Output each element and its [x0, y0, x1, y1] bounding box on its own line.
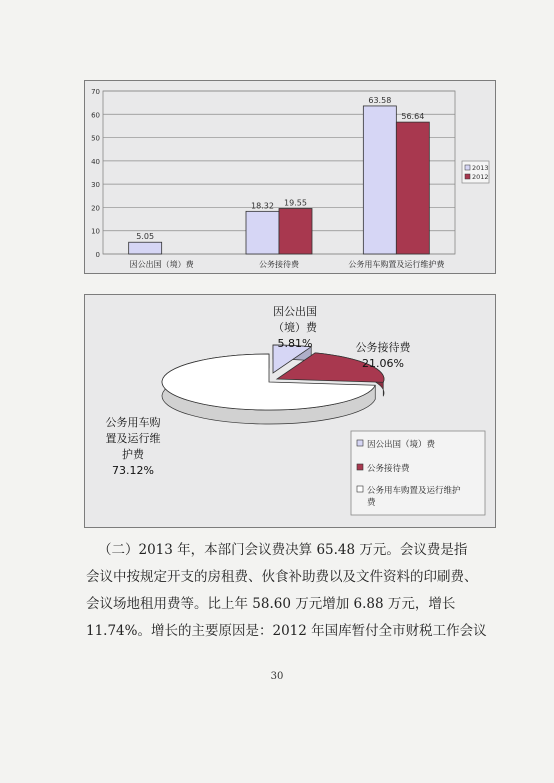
y-tick-label: 30: [91, 181, 100, 190]
bar-value-label: 19.55: [284, 198, 307, 208]
paragraph-line-4: 11.74%。增长的主要原因是：2012 年国库暂付全市财税工作会议: [86, 623, 487, 639]
paragraph-line-2: 会议中按规定开支的房租费、伙食补助费以及文件资料的印刷费、: [86, 569, 478, 585]
pie-callout-text: 因公出国: [273, 305, 317, 318]
bar: [279, 208, 312, 254]
x-category-label: 因公出国（境）费: [129, 260, 194, 269]
bar: [396, 122, 429, 254]
y-tick-label: 70: [91, 88, 100, 96]
pie-callout-text: 公务用车购: [105, 416, 161, 429]
pie-callout-text: （境）费: [273, 321, 317, 334]
legend-label: 2013: [472, 164, 489, 172]
pie-callout-text: 置及运行维: [105, 432, 161, 445]
pie-callout-text: 73.12%: [112, 464, 154, 477]
paragraph-line-1: （二）2013 年，本部门会议费决算 65.48 万元。会议费是指: [98, 542, 468, 558]
bar-chart-svg: [85, 81, 495, 273]
bar-chart: [84, 80, 496, 274]
page-number: 30: [270, 671, 284, 682]
bar-value-label: 5.05: [136, 232, 155, 242]
legend-swatch: [465, 174, 470, 179]
legend-label: 2012: [472, 173, 489, 181]
pie-callout-text: 公务接待费: [355, 341, 411, 354]
pie-legend-swatch: [357, 486, 363, 492]
x-category-label: 公务接待费: [259, 260, 299, 269]
pie-callout-text: 21.06%: [362, 357, 404, 370]
pie-legend-label: 费: [367, 498, 376, 508]
bar-value-label: 56.64: [401, 112, 425, 122]
pie-chart-svg: [85, 295, 495, 527]
pie-legend-label: 因公出国（境）费: [367, 440, 436, 450]
pie-chart: [84, 294, 496, 528]
paragraph-line-3: 会议场地租用费等。比上年 58.60 万元增加 6.88 万元，增长: [86, 596, 456, 612]
pie-legend-label: 公务接待费: [367, 464, 410, 474]
bar: [129, 242, 162, 254]
bar-value-label: 63.58: [368, 95, 392, 105]
bar: [363, 106, 396, 254]
pie-legend-label: 公务用车购置及运行维护: [367, 486, 461, 496]
pie-callout-text: 护费: [122, 448, 144, 461]
y-tick-label: 60: [91, 111, 100, 120]
pie-callout-text: 5.81%: [277, 337, 313, 350]
x-category-label: 公务用车购置及运行维护费: [348, 260, 445, 269]
y-tick-label: 40: [91, 157, 100, 166]
y-tick-label: 50: [91, 134, 100, 143]
bar-value-label: 18.32: [251, 201, 274, 211]
y-tick-label: 20: [91, 204, 100, 213]
legend-swatch: [465, 165, 470, 170]
y-tick-label: 10: [91, 227, 100, 236]
y-tick-label: 0: [95, 251, 100, 259]
bar: [246, 211, 279, 254]
pie-legend-swatch: [357, 440, 363, 446]
pie-legend-swatch: [357, 464, 363, 470]
